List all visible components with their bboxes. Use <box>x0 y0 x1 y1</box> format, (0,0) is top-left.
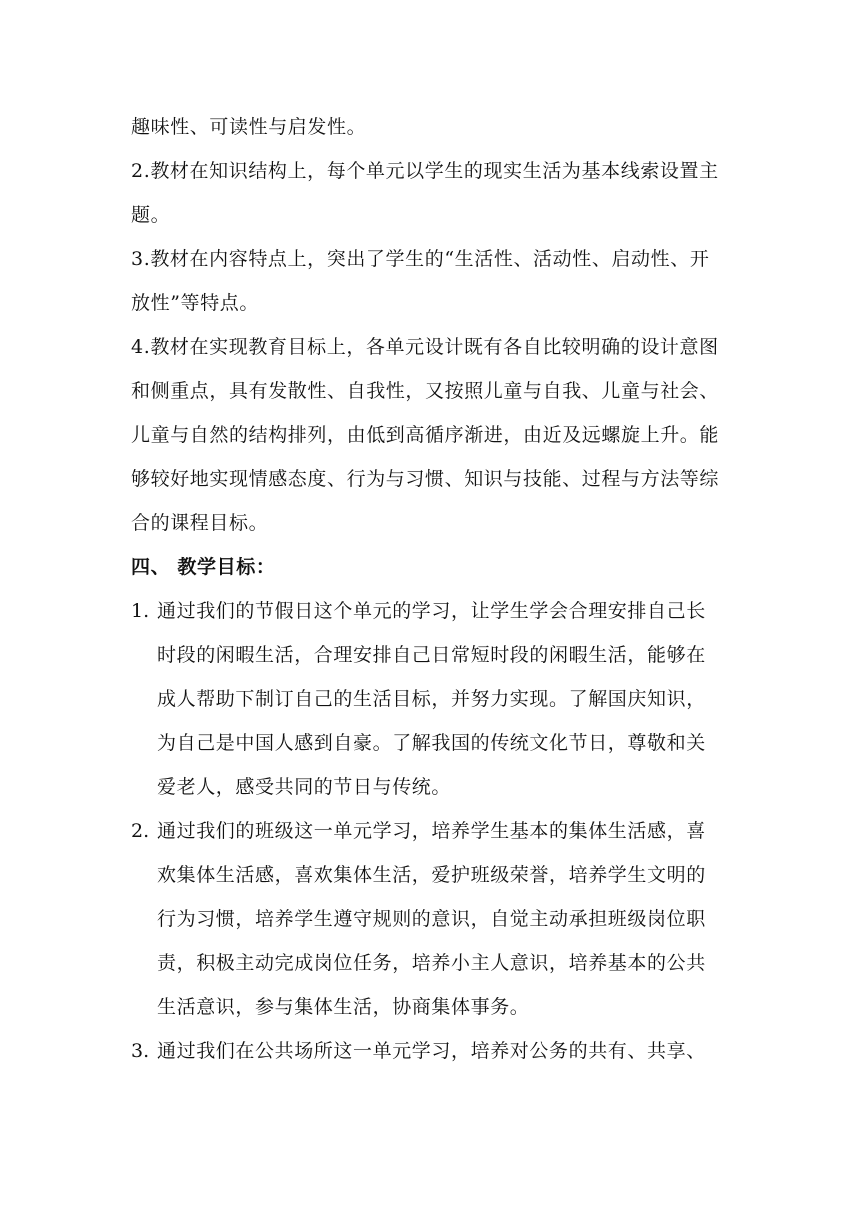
paragraph-line: 题。 <box>131 204 171 226</box>
list-item-line: 成人帮助下制订自己的生活目标，并努力实现。了解国庆知识， <box>157 688 706 710</box>
list-number: 3. <box>131 1040 150 1062</box>
list-number: 2. <box>131 820 150 842</box>
paragraph-line: 合的课程目标。 <box>131 512 269 534</box>
list-number: 1. <box>131 600 150 622</box>
paragraph-line: 趣味性、可读性与启发性。 <box>131 116 367 138</box>
paragraph-line: 儿童与自然的结构排列，由低到高循序渐进，由近及远螺旋上升。能 <box>131 424 720 446</box>
paragraph-line: 2.教材在知识结构上，每个单元以学生的现实生活为基本线索设置主 <box>131 160 719 182</box>
paragraph-line: 4.教材在实现教育目标上，各单元设计既有各自比较明确的设计意图 <box>131 336 719 358</box>
list-item-line: 时段的闲暇生活，合理安排自己日常短时段的闲暇生活，能够在 <box>157 644 706 666</box>
list-item-line: 欢集体生活感，喜欢集体生活，爱护班级荣誉，培养学生文明的 <box>157 864 706 886</box>
section-heading: 四、 教学目标： <box>131 556 276 578</box>
list-item-line: 爱老人，感受共同的节日与传统。 <box>157 776 452 798</box>
list-item-line: 为自己是中国人感到自豪。了解我国的传统文化节日，尊敬和关 <box>157 732 706 754</box>
list-item-line: 通过我们在公共场所这一单元学习，培养对公务的共有、共享、 <box>157 1040 706 1062</box>
paragraph-line: 3.教材在内容特点上，突出了学生的“生活性、活动性、启动性、开 <box>131 248 710 270</box>
list-item-line: 生活意识，参与集体生活，协商集体事务。 <box>157 996 530 1018</box>
list-item-line: 行为习惯，培养学生遵守规则的意识，自觉主动承担班级岗位职 <box>157 908 706 930</box>
list-item-line: 通过我们的班级这一单元学习，培养学生基本的集体生活感，喜 <box>157 820 706 842</box>
paragraph-line: 放性”等特点。 <box>131 292 259 314</box>
list-item-line: 责，积极主动完成岗位任务，培养小主人意识，培养基本的公共 <box>157 952 706 974</box>
list-item-line: 通过我们的节假日这个单元的学习，让学生学会合理安排自己长 <box>157 600 706 622</box>
paragraph-line: 够较好地实现情感态度、行为与习惯、知识与技能、过程与方法等综 <box>131 468 720 490</box>
paragraph-line: 和侧重点，具有发散性、自我性，又按照儿童与自我、儿童与社会、 <box>131 380 720 402</box>
